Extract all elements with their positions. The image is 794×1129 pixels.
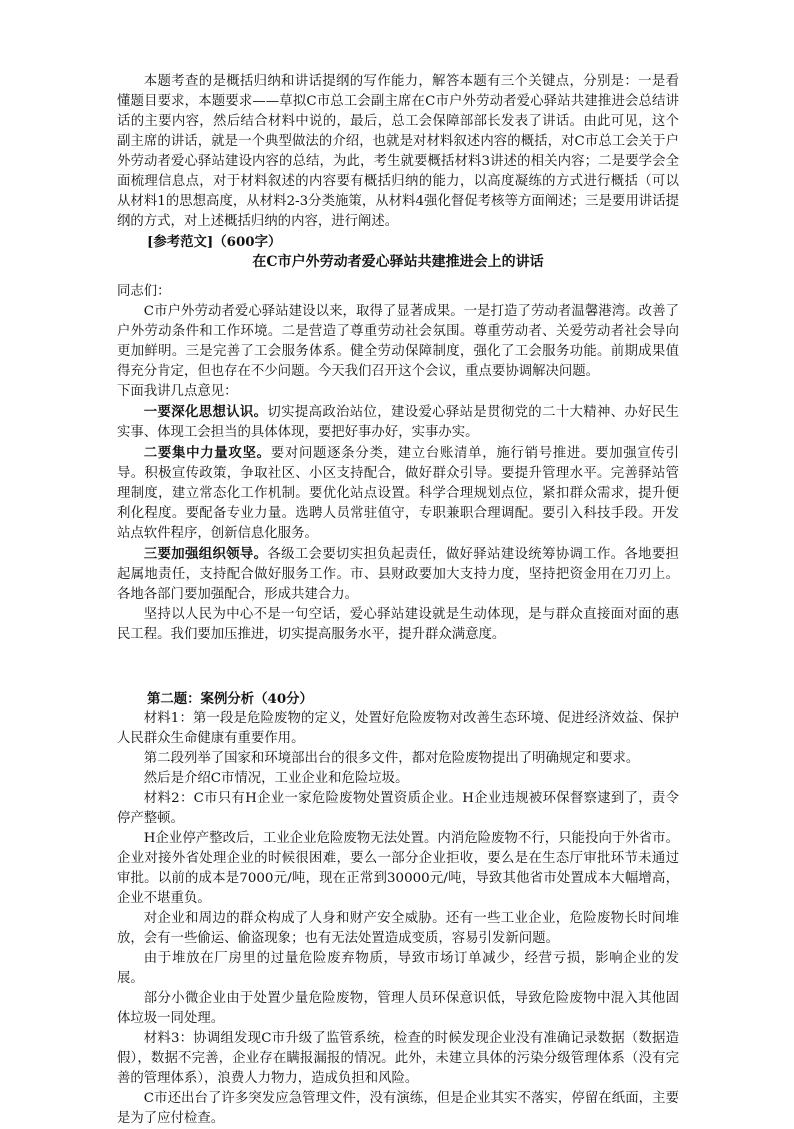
material-paragraph: C市还出台了许多突发应急管理文件，没有演练，但是企业其实不落实，停留在纸面，主要是为了应付检查。 xyxy=(117,1091,679,1126)
speech-point-3 xyxy=(117,544,679,605)
point-body: 各级工会要切实担负起责任，做好驿站建设统筹协调工作。各地要担起属地责任，支持配合做好服务工作。市、县财政要加大支持力度，坚持把资金用在刀刃上。各地各部门要加强配合，形成共建合力。 xyxy=(117,547,680,602)
point-body: 切实提高政治站位，建设爱心驿站是贯彻党的二十大精神、办好民生实事、体现工会担当的具体体现，要把好事办好，实事办实。 xyxy=(117,405,680,440)
point-body: 要对问题逐条分类，建立台账清单，施行销号推进。要加强宣传引导。积极宣传政策，争取社区、小区支持配合，做好群众引导。要提升管理水平。完善驿站管理制度，建立常态化工作机制。要优化站点设置。科学合理规划点位，紧扣群众需求，提升便利化程度。要配备专业力量。选聘人员常驻值守，专职兼职合理调配。要引入科技手段。开发站点软件程序，创新信息化服务。 xyxy=(117,446,680,541)
speech-paragraph: 下面我讲几点意见： xyxy=(117,384,238,399)
material-paragraph: 由于堆放在厂房里的过量危险废弃物质，导致市场订单减少，经营亏损，影响企业的发展。 xyxy=(117,951,679,986)
speech-title: 在C市户外劳动者爱心驿站共建推进会上的讲话 xyxy=(252,254,544,270)
speech-closing: 坚持以人民为中心不是一句空话，爱心驿站建设就是生动体现，是与群众直接面对面的惠民工程。我们要加压推进，切实提高服务水平，提升群众满意度。 xyxy=(117,607,679,642)
material-paragraph: 材料1：第一段是危险废物的定义，处置好危险废物对改善生态环境、促进经济效益、保护人民群众生命健康有重要作用。 xyxy=(117,711,679,746)
section-title: 第二题：案例分析（40分） xyxy=(147,691,313,707)
material-paragraph: 对企业和周边的群众构成了人身和财产安全威胁。还有一些工业企业，危险废物长时间堆放，会有一些偷运、偷盗现象；也有无法处置造成变质，容易引发新问题。 xyxy=(117,911,679,946)
material-paragraph: H企业停产整改后，工业企业危险废物无法处置。内消危险废物不行，只能投向于外省市。企业对接外省处理企业的时候很困难，要么一部分企业拒收，要么是在生态厅审批环节未通过审批。以前的成本是7000元/吨，现在正常到30000元/吨，导致其他省市处置成本大幅增高，企业不堪重负。 xyxy=(117,831,679,906)
point-heading: 二要集中力量攻坚。 xyxy=(143,445,271,461)
speech-paragraph: C市户外劳动者爱心驿站建设以来，取得了显著成果。一是打造了劳动者温馨港湾。改善了户外劳动条件和工作环境。二是营造了尊重劳动社会氛围。尊重劳动者、关爱劳动者社会导向更加鲜明。三是完善了工会服务体系。健全劳动保障制度，强化了工会服务功能。前期成果值得充分肯定，但也存在不少问题。今天我们召开这个会议，重点要协调解决问题。 xyxy=(117,304,679,379)
speech-point-2 xyxy=(117,443,679,544)
material-paragraph: 材料2：C市只有H企业一家危险废物处置资质企业。H企业违规被环保督察逮到了，责令停产整顿。 xyxy=(117,791,679,826)
salutation: 同志们： xyxy=(117,284,171,299)
document-page xyxy=(117,72,679,1129)
speech-point-1 xyxy=(117,402,679,443)
reference-essay-label: [参考范文]（600字） xyxy=(147,234,282,250)
material-paragraph: 然后是介绍C市情况，工业企业和危险垃圾。 xyxy=(143,771,409,786)
point-heading: 一要深化思想认识。 xyxy=(143,404,268,420)
material-paragraph: 部分小微企业由于处置少量危险废物，管理人员环保意识低，导致危险废物中混入其他固体垃圾一同处理。 xyxy=(117,991,679,1026)
material-paragraph: 第二段列举了国家和环境部出台的很多文件，都对危险废物提出了明确规定和要求。 xyxy=(143,751,640,766)
analysis-paragraph: 本题考查的是概括归纳和讲话提纲的写作能力，解答本题有三个关键点，分别是：一是看懂题目要求，本题要求——草拟C市总工会副主席在C市户外劳动者爱心驿站共建推进会总结讲话的主要内容，然后结合材料中说的，最后，总工会保障部部长发表了讲话。由此可见，这个副主席的讲话，就是一个典型做法的介绍，也就是对材料叙述内容的概括，对C市总工会关于户外劳动者爱心驿站建设内容的总结，为此，考生就要概括材料3讲述的相关内容；二是要学会全面梳理信息点，对于材料叙述的内容要有概括归纳的能力，以高度凝练的方式进行概括（可以从材料1的思想高度，从材料2-3分类施策，从材料4强化督促考核等方面阐述；三是要用讲话提纲的方式，对上述概括归纳的内容，进行阐述。 xyxy=(117,74,679,229)
material-paragraph: 材料3：协调组发现C市升级了监管系统，检查的时候发现企业没有准确记录数据（数据造假），数据不完善，企业存在瞒报漏报的情况。此外，未建立具体的污染分级管理体系（没有完善的管理体系），浪费人力物力，造成负担和风险。 xyxy=(117,1031,679,1086)
point-heading: 三要加强组织领导。 xyxy=(143,546,268,562)
